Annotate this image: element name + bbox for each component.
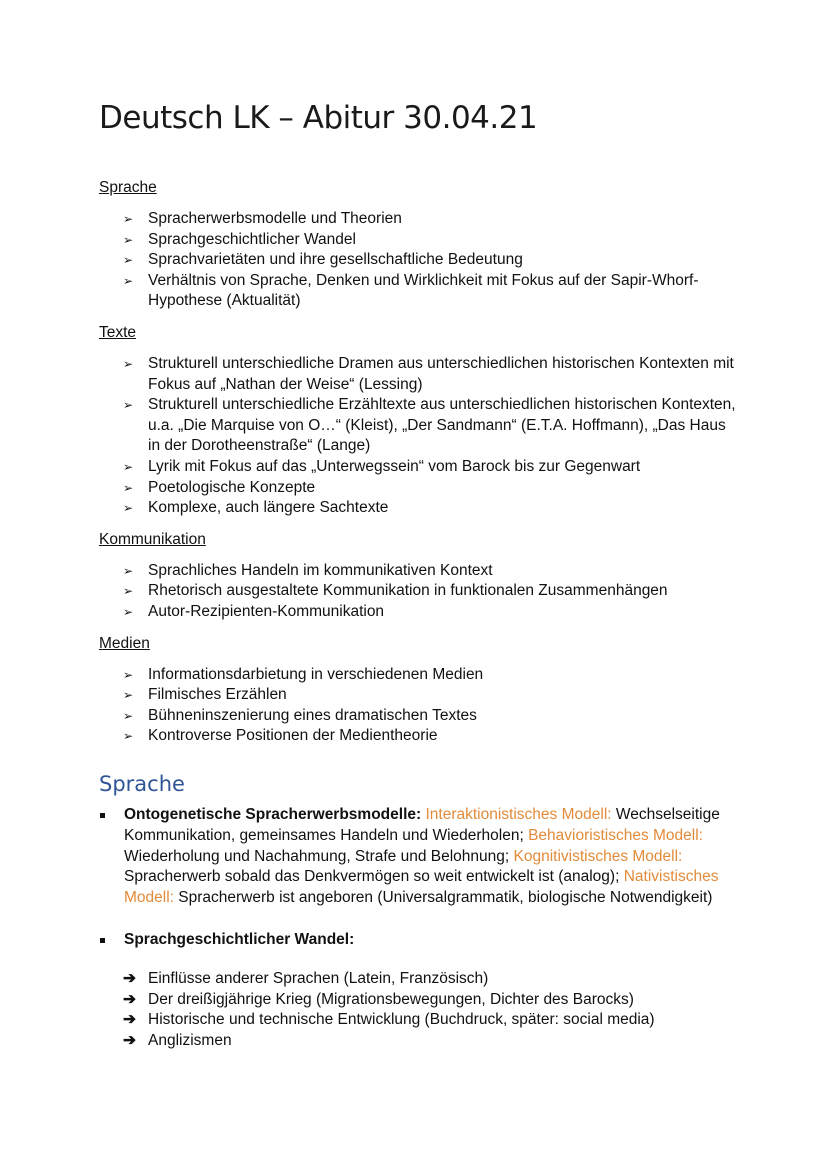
topic-outline [99, 178, 739, 758]
item-label: Sprachgeschichtlicher Wandel: [124, 930, 355, 948]
arrowhead-icon: ➢ [123, 273, 134, 288]
outline-section-kommunikation [99, 530, 739, 623]
model-text: Wiederholung und Nachahmung, Strafe und Belohnung; [124, 847, 510, 865]
list-item: ➢ Sprachgeschichtlicher Wandel [123, 230, 739, 251]
arrowhead-icon: ➢ [123, 356, 134, 371]
outline-list [99, 209, 739, 312]
arrowhead-icon: ➢ [123, 459, 134, 474]
model-name: Nativistisches Modell: [124, 868, 719, 907]
list-item: ➢ Rhetorisch ausgestaltete Kommunikation in funktionalen Zusammenhängen [123, 581, 739, 602]
list-item: ➢ Strukturell unterschiedliche Erzähltexte aus unterschiedlichen historischen Kontexten, u.a. „Die Marquise von O…“ (Kleist), „Der Sandmann“ (E.T.A. Hoffmann), „Das Haus in der Dorotheenstraße“ (Lange) [123, 396, 736, 455]
arrowhead-icon: ➢ [123, 501, 134, 516]
outline-list [99, 665, 739, 747]
outline-section-texte [99, 323, 739, 519]
arrowhead-icon: ➢ [123, 232, 134, 247]
list-item: ➢ Sprachliches Handeln im kommunikativen Kontext [123, 561, 739, 582]
list-item: ➔ Anglizismen [123, 1031, 739, 1052]
arrowhead-icon: ➢ [123, 688, 134, 703]
outline-list [99, 561, 739, 623]
historical-change-item [99, 930, 739, 951]
list-item: ➢ Poetologische Konzepte [123, 478, 739, 499]
outline-heading: Sprache [99, 179, 157, 196]
list-item: ➔ Einflüsse anderer Sprachen (Latein, Französisch) [123, 969, 739, 990]
square-bullet-icon [100, 813, 105, 818]
model-text: Spracherwerb ist angeboren (Universalgrammatik, biologische Notwendigkeit) [178, 889, 713, 907]
model-text: Spracherwerb sobald das Denkvermögen so weit entwickelt ist (analog); [124, 868, 620, 886]
arrowhead-icon: ➢ [123, 604, 134, 619]
list-item: ➢ Bühneninszenierung eines dramatischen Textes [123, 706, 739, 727]
model-text: Wechselseitige Kommunikation, gemeinsames Handeln und Wiederholen; [124, 806, 720, 844]
list-item: ➢ Verhältnis von Sprache, Denken und Wirklichkeit mit Fokus auf der Sapir-Whorf-Hypothese (Aktualität) [123, 271, 699, 310]
model-name: Interaktionistisches Modell: [425, 806, 612, 823]
historical-change-list [99, 969, 739, 1052]
outline-heading: Texte [99, 323, 137, 341]
outline-list [99, 354, 739, 519]
list-item: ➢ Sprachvarietäten und ihre gesellschaftliche Bedeutung [123, 250, 739, 271]
list-item: ➢ Autor-Rezipienten-Kommunikation [123, 602, 739, 623]
section-body [99, 805, 739, 1052]
outline-section-sprache [99, 178, 739, 312]
outline-section-medien [99, 634, 739, 747]
list-item: ➔ Historische und technische Entwicklung (Buchdruck, später: social media) [123, 1010, 739, 1031]
arrowhead-icon: ➢ [123, 667, 134, 682]
arrowhead-icon: ➢ [123, 729, 134, 744]
list-item: ➢ Lyrik mit Fokus auf das „Unterwegssein“ vom Barock bis zur Gegenwart [123, 457, 739, 478]
list-item: ➢ Filmisches Erzählen [123, 685, 739, 706]
section-heading: Sprache [99, 772, 185, 796]
outline-heading: Medien [99, 634, 150, 652]
list-item: ➢ Spracherwerbsmodelle und Theorien [123, 209, 739, 230]
list-item: ➔ Der dreißigjährige Krieg (Migrationsbewegungen, Dichter des Barocks) [123, 990, 739, 1011]
list-item: ➢ Kontroverse Positionen der Medientheorie [123, 726, 739, 747]
ontogenetic-models-item [99, 805, 739, 909]
arrowhead-icon: ➢ [123, 584, 134, 599]
arrowhead-icon: ➢ [123, 708, 134, 723]
model-name: Behavioristisches Modell: [528, 826, 703, 844]
arrowhead-icon: ➢ [123, 563, 134, 578]
list-item: ➢ Informationsdarbietung in verschiedenen Medien [123, 665, 739, 686]
thick-arrow-icon: ➔ [123, 990, 136, 1008]
outline-heading: Kommunikation [99, 530, 206, 548]
thick-arrow-icon: ➔ [123, 969, 136, 987]
document-title: Deutsch LK – Abitur 30.04.21 [99, 100, 538, 136]
arrowhead-icon: ➢ [123, 253, 134, 268]
model-name: Kognitivistisches Modell: [513, 847, 683, 865]
arrowhead-icon: ➢ [123, 480, 134, 495]
item-label: Ontogenetische Spracherwerbsmodelle: [124, 806, 422, 823]
thick-arrow-icon: ➔ [123, 1011, 136, 1029]
list-item: ➢ Strukturell unterschiedliche Dramen aus unterschiedlichen historischen Kontexten mit Fokus auf „Nathan der Weise“ (Lessing) [123, 354, 734, 393]
square-bullet-icon [100, 938, 105, 943]
arrowhead-icon: ➢ [123, 212, 134, 226]
arrowhead-icon: ➢ [123, 398, 134, 413]
list-item: ➢ Komplexe, auch längere Sachtexte [123, 498, 739, 519]
thick-arrow-icon: ➔ [123, 1032, 136, 1050]
